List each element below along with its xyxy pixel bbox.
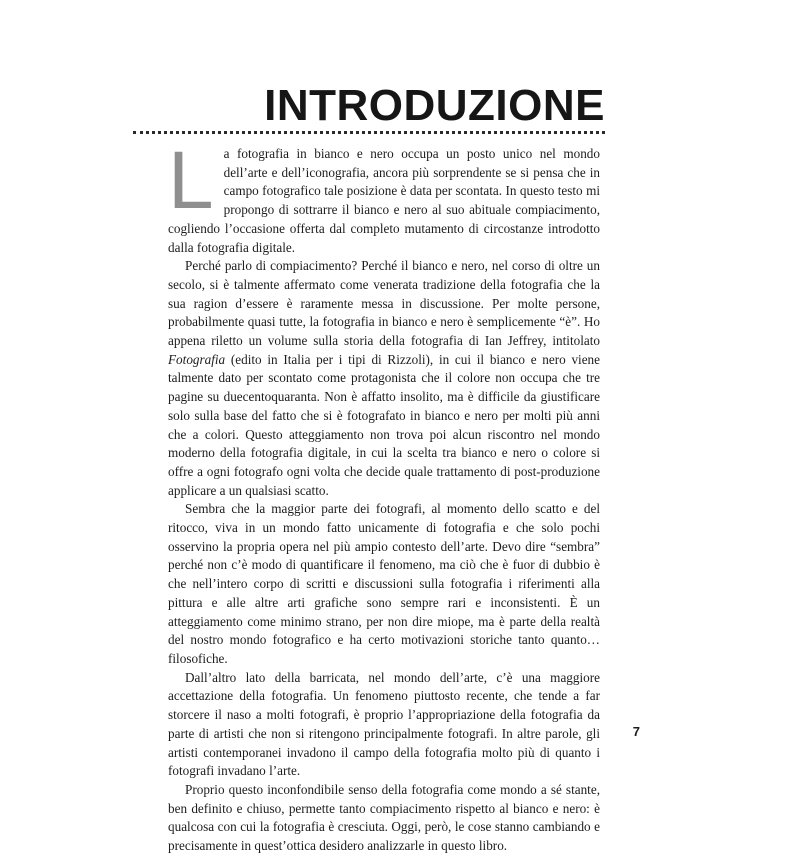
- paragraph-2-text-before: Perché parlo di compiacimento? Perché il bianco e nero, nel corso di oltre un secolo, si è talmente affermato come venerata tradizione della fotografia che la sua ragion d’essere è raramente messa in discussione. Per molte persone, probabilmente quasi tutte, la fotografia in bianco e nero è semplicemente “è”. Ho appena riletto un volume sulla storia della fotografia di Ian Jeffrey, intitolato: [168, 258, 600, 349]
- drop-cap: L: [168, 135, 214, 226]
- paragraph-2: [168, 257, 600, 500]
- paragraph-3: Sembra che la maggior parte dei fotografi, al momento dello scatto e del ritocco, viva in un mondo fatto unicamente di fotografia e che solo pochi osservino la propria opera nel più ampio contesto dell’arte. Devo dire “sembra” perché non c’è modo di quantificare il fenomeno, ma ciò che è fuor di dubbio è che nell’intero corpo di scritti e discussioni sulla fotografia i riferimenti alla pittura e alle altre arti grafiche sono sempre rari e inconsistenti. È un atteggiamento come minimo strano, per non dire miope, ma è parte della realtà del nostro mondo fotografico e ha certo motivazioni storiche tanto quanto… filosofiche.: [168, 501, 600, 666]
- paragraph-1: [168, 135, 600, 257]
- page-number: 7: [632, 724, 640, 739]
- body-text: [168, 135, 600, 856]
- paragraph-5: Proprio questo inconfondibile senso della fotografia come mondo a sé stante, ben definito e chiuso, permette tanto compiacimento rispetto al bianco e nero: è qualcosa con cui la fotografia è cresciuta. Oggi, però, le cose stanno cambiando e precisamente in quest’ottica desidero analizzarle in questo libro.: [168, 781, 600, 854]
- paragraph-4: Dall’altro lato della barricata, nel mondo dell’arte, c’è una maggiore accettazione della fotografia. Un fenomeno piuttosto recente, che tende a far storcere il naso a molti fotografi, è proprio l’appropriazione della fotografia da parte di artisti che non si ritengono principalmente fotografi. In altre parole, gli artisti contemporanei invadono il campo della fotografia molto più di quanto i fotografi invadano l’arte.: [168, 669, 600, 779]
- paragraph-2-text-after: (edito in Italia per i tipi di Rizzoli), in cui il bianco e nero viene talmente dato per scontato come protagonista che il colore non occupa che tre pagine su duecentoquaranta. Non è affatto insolito, ma è difficile da giustificare solo sulla base del fatto che si è fotografato in bianco e nero per molti più anni che a colori. Questo atteggiamento non trova poi alcun riscontro nel mondo moderno della fotografia digitale, in cui la scelta tra bianco e nero o colore si offre a ogni fotografo ogni volta che decide quale trattamento di post-produzione applicare a un qualsiasi scatto.: [168, 351, 600, 498]
- book-title-italic: Fotografia: [168, 351, 226, 367]
- chapter-title: INTRODUZIONE: [264, 81, 605, 130]
- dotted-rule: [133, 131, 605, 134]
- paragraph-1-text: a fotografia in bianco e nero occupa un posto unico nel mondo dell’arte e dell’iconografia, ancora più sorprendente se si pensa che in campo fotografico tale posizione è data per scontata. In questo testo mi propongo di sottrarre il bianco e nero al suo abituale compiacimento, cogliendo l’occasione offerta dal completo mutamento di circostanze introdotto dalla fotografia digitale.: [168, 146, 600, 255]
